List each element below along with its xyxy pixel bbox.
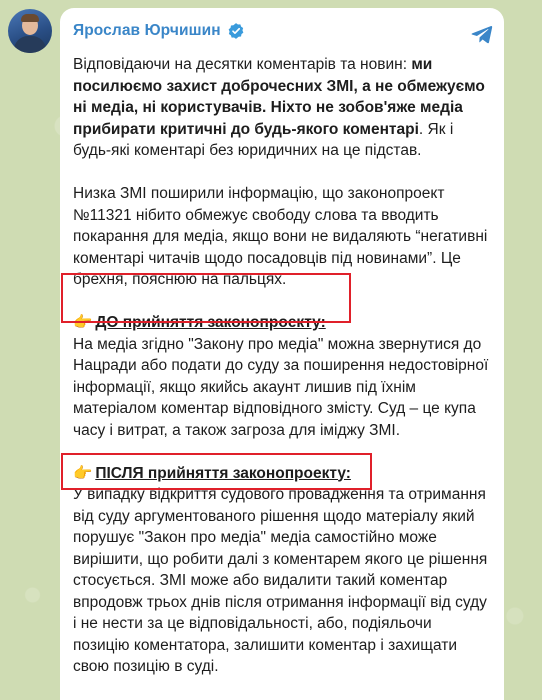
paragraph-after: У випадку відкриття судового провадження та отримання від суду аргументованого рішення щодо матеріалу який порушує "Закон про медіа" медіа самостійно може вирішити, що робити далі з коментарем якого це рішення стосується. ЗМІ може або видалити такий коментар впродовж трьох днів після отримання інформації від суду і не нести за це відповідальності, або, подіяльочи позицію коментатора, залишити коментар і захищати свою позицію в суді.	[73, 486, 488, 675]
message-text	[73, 54, 490, 678]
intro-tail-text: . Як і будь-які коментарі без юридичних на це підстав.	[73, 120, 454, 159]
message-card	[60, 8, 504, 700]
author-name[interactable]: Ярослав Юрчишин	[73, 22, 221, 39]
after-section-title	[73, 463, 490, 485]
message-header	[73, 20, 490, 42]
pointing-hand-icon: 👉	[73, 464, 93, 482]
telegram-share-icon[interactable]	[470, 22, 494, 46]
avatar-hair	[21, 14, 39, 22]
paragraph-before: На медіа згідно "Закону про медіа" можна звернутися до Нацради або подати до суду за поширення недостовірної інформації, якщо якийсь акаунт лишив під їхнім матеріалом коментар відповідного змісту. Суд – це купа часу і витрат, а також загроза для іміджу ЗМІ.	[73, 335, 489, 439]
after-title-text: ПІСЛЯ прийняття законопроекту:	[95, 464, 351, 482]
channel-avatar[interactable]	[8, 9, 52, 53]
verified-badge-icon	[227, 22, 245, 40]
pointing-hand-icon: 👉	[73, 314, 93, 331]
paragraph-intro	[73, 54, 490, 162]
before-section-title	[73, 312, 490, 334]
paragraph-claims: Низка ЗМІ поширили інформацію, що законопроект №11321 нібито обмежує свободу слова та вводить покарання для медіа, якщо вони не видаляють “негативні коментарі читачів щодо посадовців під новинами”. Це брехня, пояснюю на пальцях.	[73, 185, 488, 288]
avatar-body	[14, 36, 46, 53]
intro-text: Відповідаючи на десятки коментарів та новин:	[73, 56, 412, 73]
intro-bold-text: ми посилюємо захист доброчесних ЗМІ, а не обмежуємо ні медіа, ні користувачів. Ніхто не зобов'яже медіа прибирати критичні до будь-якого коментарі	[73, 56, 485, 138]
before-title-text: ДО прийняття законопроекту:	[95, 314, 326, 331]
